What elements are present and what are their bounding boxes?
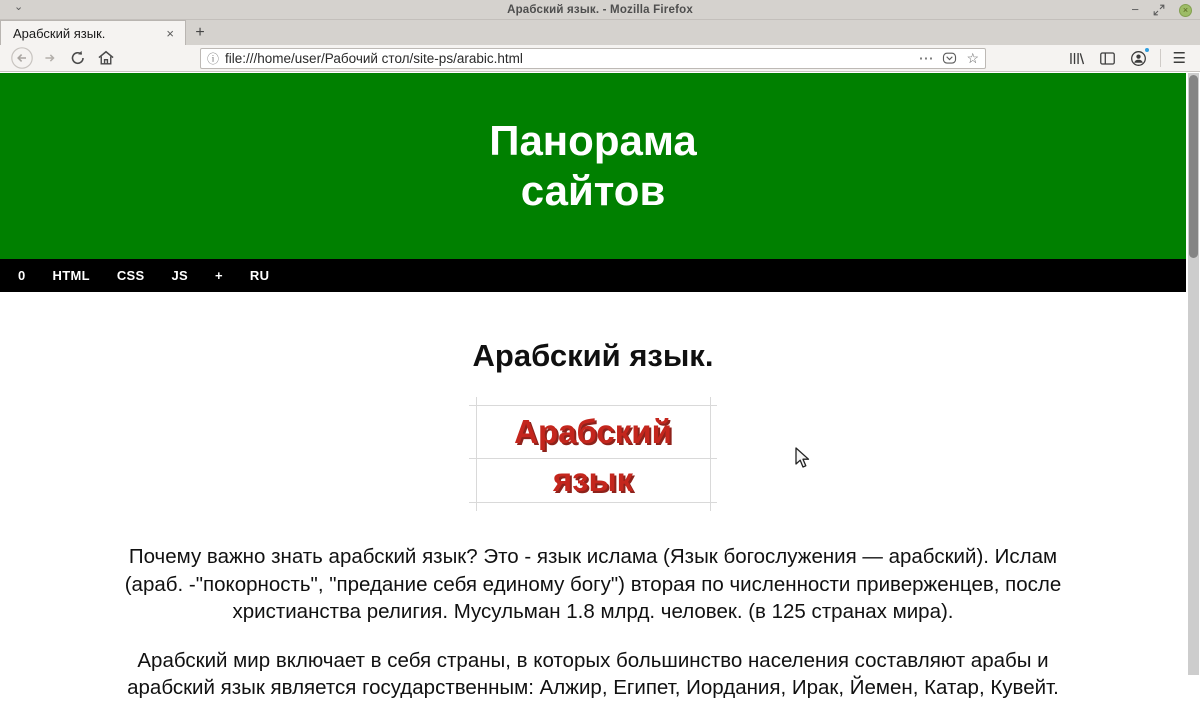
tab-arabic[interactable] (0, 20, 186, 45)
reload-button[interactable] (64, 46, 92, 70)
nav-link-html[interactable]: HTML (52, 268, 90, 283)
nav-link-css[interactable]: CSS (116, 268, 145, 283)
reload-icon (68, 48, 88, 68)
maximize-button[interactable] (1153, 4, 1165, 16)
forward-button[interactable] (36, 46, 64, 70)
paragraph-line: Арабский мир включает в себя страны, в которых большинство населения составляют арабы и (137, 648, 1049, 672)
paragraph-why-learn-arabic (28, 543, 1158, 626)
nav-link-js[interactable]: JS (171, 268, 188, 283)
card-text-line1: Арабский (514, 412, 672, 450)
navigation-toolbar (0, 45, 1200, 72)
window-titlebar (0, 0, 1200, 20)
arabic-flashcard-image (469, 397, 717, 511)
account-button[interactable] (1129, 49, 1148, 68)
site-nav (0, 259, 1186, 292)
tab-title: Арабский язык. (13, 25, 106, 41)
nav-link-ru[interactable]: RU (249, 268, 270, 283)
pocket-icon[interactable] (941, 50, 958, 67)
paragraph-line: христианства религия. Мусульман 1.8 млрд. человек. (в 125 странах мира). (232, 600, 954, 623)
site-banner (0, 73, 1186, 259)
page-scrollbar (1186, 73, 1200, 675)
maximize-icon (1153, 4, 1165, 16)
bookmark-star-icon[interactable]: ☆ (966, 49, 979, 66)
home-button[interactable] (92, 46, 120, 70)
sidebar-button[interactable] (1098, 49, 1117, 68)
tab-bar (0, 20, 1200, 45)
toolbar-separator (1160, 49, 1161, 67)
page-title: Арабский язык. (472, 338, 714, 373)
nav-link-plus[interactable]: + (215, 268, 223, 283)
library-button[interactable] (1067, 49, 1086, 68)
forward-icon (39, 47, 61, 69)
account-badge (1144, 47, 1150, 53)
scrollbar-thumb[interactable] (1189, 75, 1198, 258)
library-icon (1067, 49, 1086, 68)
paragraph-line: арабский язык является государственным: Алжир, Египет, Иордания, Ирак, Йемен, Катар, Кувейт. (127, 676, 1059, 699)
home-icon (96, 48, 116, 68)
sidebar-icon (1098, 49, 1117, 68)
banner-title-line1: Панорама (489, 117, 697, 164)
paragraph-arab-world (28, 647, 1158, 702)
banner-title-line2: сайтов (520, 167, 666, 214)
new-tab-button[interactable]: + (195, 23, 205, 41)
cursor-arrow-icon (795, 447, 813, 469)
back-icon (10, 46, 34, 70)
url-input[interactable]: file:///home/user/Рабочий стол/site-ps/arabic.html (225, 50, 523, 66)
url-bar[interactable] (200, 48, 986, 69)
paragraph-line: (араб. -"покорность", "предание себя единому богу") вторая по численности приверженцев, после (124, 572, 1062, 596)
mouse-cursor (795, 447, 813, 474)
card-text-line2: язык (552, 461, 634, 498)
page-actions-icon[interactable]: ⋯ (918, 50, 935, 67)
page-viewport (0, 73, 1186, 699)
nav-link-0[interactable]: 0 (18, 268, 26, 283)
chevron-down-icon[interactable]: ⌄ (14, 1, 24, 13)
back-button[interactable] (8, 46, 36, 70)
card-line (469, 502, 717, 503)
close-button[interactable]: × (1179, 4, 1192, 17)
minimize-button[interactable]: − (1131, 2, 1139, 17)
site-info-icon[interactable]: ⓘ (207, 51, 220, 66)
paragraph-line: Почему важно знать арабский язык? Это - язык ислама (Язык богослужения — арабский). Ислам (128, 545, 1058, 568)
menu-button[interactable]: ☰ (1172, 50, 1186, 67)
window-title: Арабский язык. - Mozilla Firefox (507, 3, 693, 16)
tab-close-icon[interactable]: × (166, 25, 174, 41)
